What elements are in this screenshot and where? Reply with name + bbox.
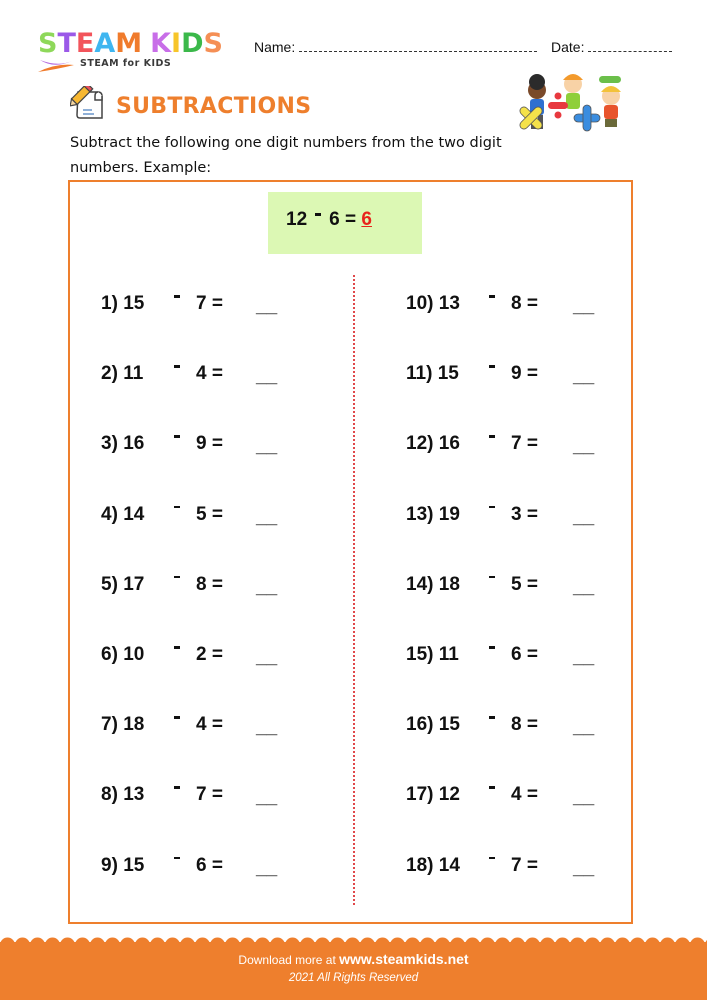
minus-sign-icon [174, 295, 180, 298]
problem-number-and-minuend: 17) 12 [406, 784, 460, 806]
problem-subtrahend: 4 = [511, 784, 538, 806]
footer-download [0, 951, 707, 967]
pencil-paper-icon [70, 86, 106, 122]
example-answer: 6 [361, 209, 372, 230]
problem-number-and-minuend: 13) 19 [406, 503, 460, 525]
problem-number-and-minuend: 5) 17 [101, 573, 145, 595]
problem-number-and-minuend: 9) 15 [101, 854, 145, 876]
answer-blank[interactable]: __ [573, 717, 595, 739]
footer-url-link[interactable]: www.steamkids.net [339, 951, 469, 967]
example-equals: = [345, 209, 357, 230]
answer-blank[interactable]: __ [256, 436, 278, 458]
logo-smile-icon [38, 57, 78, 75]
problem-subtrahend: 2 = [196, 644, 223, 665]
logo-letter: S [203, 28, 223, 59]
problem-subtrahend: 8 = [511, 714, 538, 736]
problem-subtrahend: 8 = [196, 573, 223, 595]
logo-tagline: STEAM for KIDS [80, 58, 172, 69]
problem-subtrahend: 9 = [511, 363, 538, 385]
answer-blank[interactable]: __ [573, 436, 595, 458]
minus-sign-icon [489, 365, 495, 368]
worksheet-title: SUBTRACTIONS [116, 94, 312, 119]
problem-number-and-minuend: 1) 15 [101, 293, 145, 314]
date-field[interactable] [551, 39, 672, 55]
problem-subtrahend: 7 = [196, 293, 223, 314]
answer-blank[interactable]: __ [256, 576, 278, 598]
answer-blank[interactable]: __ [256, 787, 278, 809]
problem-subtrahend: 4 = [196, 363, 223, 385]
logo-letter: E [75, 28, 95, 59]
problem-number-and-minuend: 6) 10 [101, 644, 145, 665]
logo-wordmark [38, 30, 238, 58]
minus-sign-icon [489, 295, 495, 298]
problem-number-and-minuend: 12) 16 [406, 433, 460, 455]
problem-number-and-minuend: 11) 15 [406, 363, 459, 385]
problem-number-and-minuend: 16) 15 [406, 714, 460, 736]
problem-subtrahend: 7 = [196, 784, 223, 806]
example-box [268, 192, 422, 254]
example-equation [286, 209, 372, 231]
answer-blank[interactable]: __ [256, 366, 278, 388]
column-divider [353, 275, 355, 905]
minus-sign-icon [489, 646, 495, 649]
date-blank-line[interactable] [588, 41, 672, 52]
minus-sign-icon [174, 435, 180, 438]
problem-number-and-minuend: 8) 13 [101, 784, 145, 806]
minus-sign-icon [174, 857, 180, 860]
footer-copyright: 2021 All Rights Reserved [288, 972, 419, 984]
problem-subtrahend: 9 = [196, 433, 223, 455]
logo-letter: M [115, 28, 143, 59]
problem-number-and-minuend: 3) 16 [101, 433, 145, 455]
answer-blank[interactable]: __ [573, 787, 595, 809]
problem-subtrahend: 6 = [511, 644, 538, 665]
logo-letter: I [171, 28, 182, 59]
minus-sign-icon [174, 716, 180, 719]
minus-sign-icon [489, 786, 495, 789]
minus-sign-icon [174, 646, 180, 649]
minus-sign-icon [174, 576, 180, 579]
answer-blank[interactable]: __ [573, 296, 595, 317]
problem-number-and-minuend: 14) 18 [406, 573, 460, 595]
name-blank-line[interactable] [299, 41, 537, 52]
logo-letter: K [150, 28, 172, 59]
answer-blank[interactable]: __ [573, 647, 595, 668]
name-label: Name: [254, 39, 296, 55]
minus-sign-icon [489, 576, 495, 579]
answer-blank[interactable]: __ [573, 506, 595, 528]
answer-blank[interactable]: __ [573, 576, 595, 598]
name-field[interactable] [254, 39, 537, 55]
problem-subtrahend: 3 = [511, 503, 538, 525]
problem-subtrahend: 4 = [196, 714, 223, 736]
kids-math-illustration [515, 70, 635, 155]
problem-subtrahend: 7 = [511, 433, 538, 455]
minus-sign-icon [315, 213, 321, 216]
answer-blank[interactable]: __ [573, 857, 595, 879]
instructions-text: Subtract the following one digit numbers from the two digit numbers. Example: [70, 135, 502, 176]
minus-sign-icon [174, 786, 180, 789]
logo-letter: T [57, 28, 76, 59]
problem-subtrahend: 6 = [196, 854, 223, 876]
logo-letter: S [38, 28, 58, 59]
example-minuend: 12 [286, 209, 308, 230]
worksheet-frame [68, 180, 633, 924]
answer-blank[interactable]: __ [573, 366, 595, 388]
answer-blank[interactable]: __ [256, 717, 278, 739]
problem-subtrahend: 5 = [196, 503, 223, 525]
answer-blank[interactable]: __ [256, 296, 278, 317]
minus-sign-icon [489, 857, 495, 860]
problem-number-and-minuend: 7) 18 [101, 714, 145, 736]
problem-subtrahend: 5 = [511, 573, 538, 595]
minus-sign-icon [489, 716, 495, 719]
example-subtrahend: 6 [329, 209, 340, 230]
answer-blank[interactable]: __ [256, 857, 278, 879]
problem-subtrahend: 7 = [511, 854, 538, 876]
problem-subtrahend: 8 = [511, 293, 538, 314]
problem-number-and-minuend: 18) 14 [406, 854, 460, 876]
minus-sign-icon [489, 435, 495, 438]
minus-sign-icon [174, 365, 180, 368]
answer-blank[interactable]: __ [256, 647, 278, 668]
footer-download-text: Download more at [238, 953, 336, 967]
problem-number-and-minuend: 10) 13 [406, 293, 460, 314]
minus-sign-icon [174, 506, 180, 509]
problem-number-and-minuend: 4) 14 [101, 503, 145, 525]
date-label: Date: [551, 39, 585, 55]
logo-letter: D [181, 28, 204, 59]
problem-number-and-minuend: 2) 11 [101, 363, 144, 385]
minus-sign-icon [489, 506, 495, 509]
steam-kids-logo [38, 30, 238, 75]
answer-blank[interactable]: __ [256, 506, 278, 528]
problem-number-and-minuend: 15) 11 [406, 644, 459, 665]
logo-letter: A [94, 28, 116, 59]
